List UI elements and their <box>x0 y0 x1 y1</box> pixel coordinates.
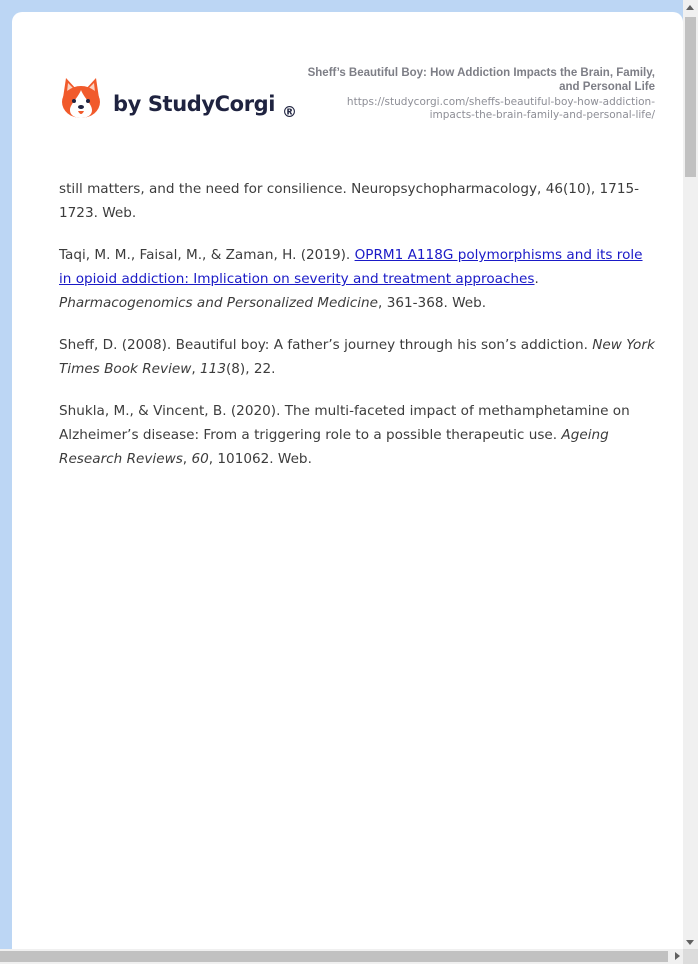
reference-pages: (8), 22. <box>225 361 276 377</box>
reference-authors: Shukla, M., & Vincent, B. (2020). The multi-faceted impact of methamphetamine on Alzheimer’s disease: From a triggering role to a possible therapeutic use. <box>59 403 630 443</box>
journal-name: Pharmacogenomics and Personalized Medicine <box>59 295 379 311</box>
scroll-down-arrow-icon[interactable] <box>686 940 694 945</box>
reference-pages: , 101062. Web. <box>208 451 312 467</box>
reference-item <box>59 177 656 225</box>
reference-authors: Taqi, M. M., Faisal, M., & Zaman, H. (2019). <box>59 247 355 263</box>
brand-name: by StudyCorgi <box>113 92 276 116</box>
scroll-right-arrow-icon[interactable] <box>675 952 680 960</box>
document-title: Sheff’s Beautiful Boy: How Addiction Impacts the Brain, Family, and Personal Life <box>307 67 655 93</box>
journal-volume: 60 <box>191 451 209 467</box>
document-header <box>305 66 655 122</box>
reference-item <box>59 243 656 315</box>
journal-name: Ageing Research Reviews <box>59 427 609 467</box>
journal-name: New York Times Book Review <box>59 337 655 377</box>
vertical-scroll-thumb[interactable] <box>685 17 696 177</box>
journal-volume: 113 <box>200 361 226 377</box>
reference-text: still matters, and the need for consilience. Neuropsychopharmacology, 46(10), 1715-1723. Web. <box>59 181 640 221</box>
studycorgi-logo[interactable] <box>60 76 297 121</box>
reference-list <box>59 177 656 489</box>
registered-mark: ® <box>282 103 297 121</box>
horizontal-scrollbar[interactable] <box>0 949 683 964</box>
document-url: https://studycorgi.com/sheffs-beautiful-boy-how-addiction-impacts-the-brain-family-and-personal-life/ <box>346 96 655 121</box>
scroll-up-arrow-icon[interactable] <box>686 5 694 10</box>
reference-punct: . <box>534 271 539 287</box>
reference-link[interactable]: OPRM1 A118G polymorphisms and its role in opioid addiction: Implication on severity and treatment approaches <box>59 247 643 287</box>
vertical-scrollbar[interactable] <box>683 0 698 949</box>
reference-authors: Sheff, D. (2008). Beautiful boy: A father’s journey through his son’s addiction. <box>59 337 593 353</box>
reference-punct: , <box>191 361 201 377</box>
document-page <box>12 12 683 952</box>
scrollbar-corner <box>683 949 698 964</box>
corgi-icon <box>60 76 102 120</box>
reference-item <box>59 333 656 381</box>
reference-punct: , <box>182 451 192 467</box>
horizontal-scroll-thumb[interactable] <box>0 951 668 962</box>
reference-pages: , 361-368. Web. <box>378 295 487 311</box>
reference-item <box>59 399 656 471</box>
